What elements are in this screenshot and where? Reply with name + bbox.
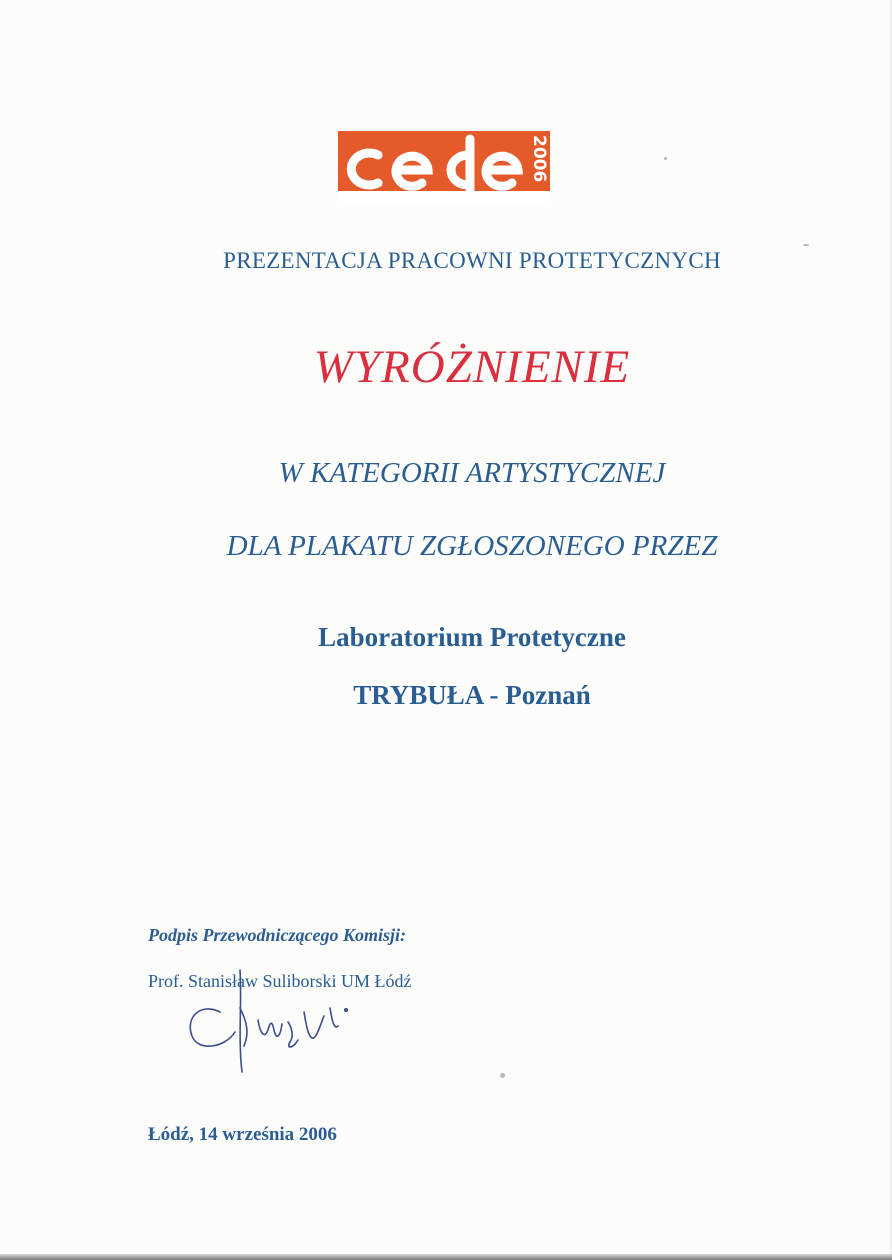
cede-2006-logo bbox=[338, 131, 550, 201]
page-edge-bottom bbox=[0, 1254, 892, 1260]
cede-logo-graphic bbox=[338, 131, 550, 201]
logo-year: 2006 bbox=[529, 135, 549, 183]
paper-speck bbox=[500, 1073, 505, 1078]
recipient-city: TRYBUŁA - Poznań bbox=[353, 680, 591, 710]
award-title: WYRÓŻNIENIE bbox=[313, 341, 631, 393]
award-poster-line: DLA PLAKATU ZGŁOSZONEGO PRZEZ bbox=[226, 530, 718, 562]
award-category: W KATEGORII ARTYSTYCZNEJ bbox=[278, 457, 666, 489]
recipient-name: Laboratorium Protetyczne bbox=[318, 622, 626, 652]
issue-date: Łódź, 14 września 2006 bbox=[148, 1124, 337, 1145]
certificate-subtitle: PREZENTACJA PRACOWNI PROTETYCZNYCH bbox=[223, 248, 721, 273]
paper-speck bbox=[664, 157, 667, 160]
handwritten-signature bbox=[180, 960, 380, 1080]
signatory-name: Prof. Stanisław Suliborski UM Łódź bbox=[148, 971, 412, 991]
paper-speck bbox=[803, 244, 809, 246]
signature-caption: Podpis Przewodniczącego Komisji: bbox=[148, 925, 406, 945]
